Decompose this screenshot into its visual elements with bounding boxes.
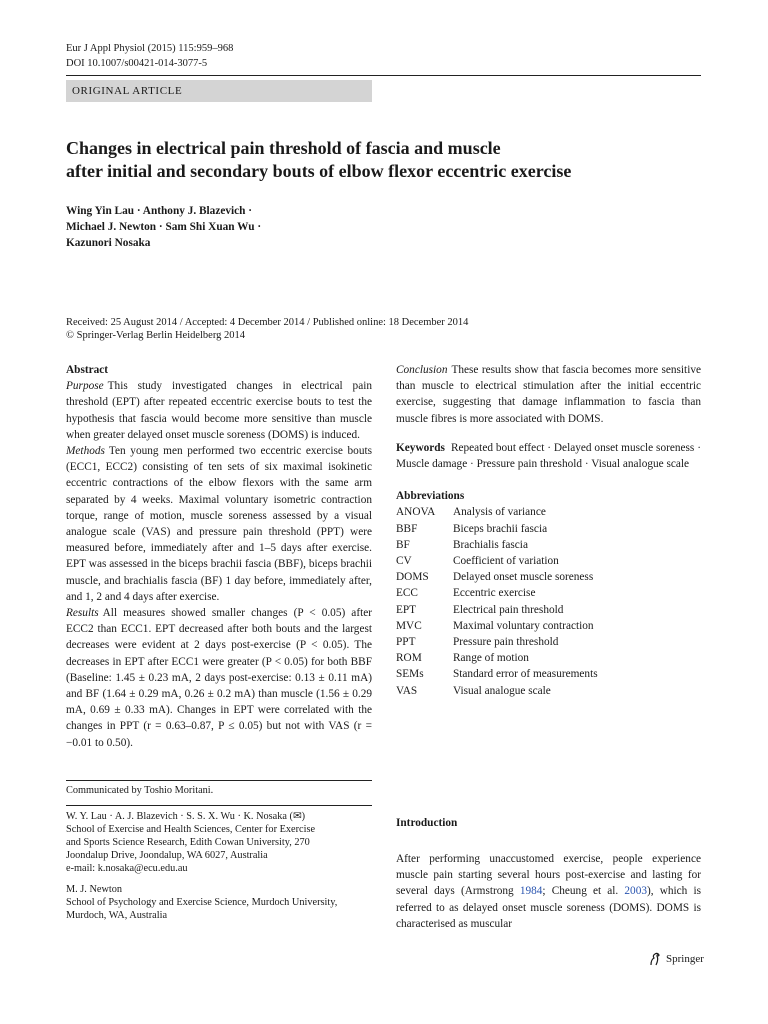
- abbreviations-heading: Abbreviations: [396, 490, 465, 503]
- abbreviation-meaning: Visual analogue scale: [453, 684, 551, 697]
- abbreviation-meaning: Brachialis fascia: [453, 538, 528, 551]
- abbreviation-meaning: Standard error of measurements: [453, 668, 598, 681]
- abstract-right-column: [396, 362, 701, 699]
- abbreviation-term: ECC: [396, 587, 418, 600]
- abbreviation-row: [396, 569, 598, 585]
- intro-text-c: ), which is referred to as delayed onset muscle soreness (DOMS). DOMS is characterised as muscular: [396, 885, 701, 930]
- intro-text-a: After performing unaccustomed exercise, people experience muscle pain starting several hours post-exercise and lasting for several days (Armstrong: [396, 853, 701, 898]
- doi-line: DOI 10.1007/s00421-014-3077-5: [66, 58, 208, 69]
- abbreviation-row: [396, 666, 598, 682]
- conclusion-label: Conclusion: [396, 364, 448, 376]
- abbreviation-row: [396, 537, 598, 553]
- publication-dates: [66, 316, 706, 342]
- purpose-label: Purpose: [66, 380, 104, 393]
- abstract-methods: [66, 443, 372, 605]
- results-label: Results: [66, 607, 99, 620]
- article-type-banner: ORIGINAL ARTICLE: [66, 80, 372, 102]
- abbreviation-row: [396, 618, 598, 634]
- keywords-block: [396, 440, 701, 472]
- abbreviation-term: VAS: [396, 684, 418, 697]
- abbreviation-term: EPT: [396, 603, 417, 616]
- abbreviation-meaning: Eccentric exercise: [453, 587, 536, 600]
- title-line-2: after initial and secondary bouts of elbow flexor eccentric exercise: [66, 161, 572, 181]
- authors-line-1: Wing Yin Lau · Anthony J. Blazevich ·: [66, 205, 253, 217]
- communicated-by: Communicated by Toshio Moritani.: [66, 785, 214, 796]
- copyright-line: © Springer-Verlag Berlin Heidelberg 2014: [66, 330, 246, 341]
- abbreviation-term: DOMS: [396, 571, 429, 584]
- methods-text: Ten young men performed two eccentric exercise bouts (ECC1, ECC2) consisting of ten sets of six maximal isokinetic eccentric contractions of the elbow flexors with the same arm separated by 4 weeks. Maximal voluntary isometric contraction torque, range of motion, muscle soreness assessed by a visual analogue scale (VAS) and pressure pain threshold (PPT) were measured before, immediately after and 1–5 days after exercise. EPT was assessed in the biceps brachii fascia (BBF), biceps brachii muscle, and brachialis fascia (BF) 1 day before, immediately after, and 1, 2 and 4 days after exercise.: [66, 445, 372, 603]
- affil-1-line-3: and Sports Science Research, Edith Cowan University, 270: [66, 837, 310, 848]
- abbreviation-meaning: Delayed onset muscle soreness: [453, 571, 594, 584]
- methods-label: Methods: [66, 445, 105, 458]
- springer-horse-icon: [648, 952, 662, 966]
- abbreviation-term: SEMs: [396, 668, 424, 681]
- abbreviation-term: PPT: [396, 636, 416, 649]
- abbreviation-row: [396, 585, 598, 601]
- affiliations: [66, 810, 372, 922]
- abbreviation-term: ROM: [396, 652, 422, 665]
- introduction-heading: Introduction: [396, 817, 458, 829]
- dates-line: Received: 25 August 2014 / Accepted: 4 December 2014 / Published online: 18 December 2014: [66, 317, 469, 328]
- author-list: [66, 203, 366, 251]
- affil-2-line-3: Murdoch, WA, Australia: [66, 910, 168, 921]
- abstract-results: [66, 605, 372, 751]
- abbreviation-term: CV: [396, 555, 412, 568]
- publisher-name: Springer: [666, 953, 704, 965]
- citation-link-2003[interactable]: 2003: [624, 885, 647, 898]
- abbreviation-row: [396, 650, 598, 666]
- affil-1-email[interactable]: e-mail: k.nosaka@ecu.edu.au: [66, 863, 188, 874]
- authors-line-3: Kazunori Nosaka: [66, 237, 151, 249]
- publisher-footer: [648, 951, 704, 967]
- introduction-text: [396, 851, 701, 932]
- affil-1-line-2: School of Exercise and Health Sciences, Center for Exercise: [66, 824, 316, 835]
- header-rule: [66, 75, 701, 76]
- authors-line-2: Michael J. Newton · Sam Shi Xuan Wu ·: [66, 221, 262, 233]
- footnote-rule: [66, 780, 372, 781]
- abbreviation-meaning: Range of motion: [453, 652, 529, 665]
- abbreviation-meaning: Analysis of variance: [453, 506, 546, 519]
- abbreviation-meaning: Coefficient of variation: [453, 555, 559, 568]
- abbreviation-meaning: Biceps brachii fascia: [453, 522, 548, 535]
- abbreviation-row: [396, 683, 598, 699]
- abbreviation-row: [396, 553, 598, 569]
- affil-2-line-2: School of Psychology and Exercise Science, Murdoch University,: [66, 897, 338, 908]
- abbreviation-row: [396, 521, 598, 537]
- abstract-left-column: [66, 362, 372, 751]
- abbreviation-term: ANOVA: [396, 506, 436, 519]
- journal-citation: [66, 41, 233, 71]
- results-text: All measures showed smaller changes (P < 0.05) after ECC2 than ECC1. EPT decreased after both bouts and the largest decreases were evident at 2 days post-exercise (P < 0.05). The decreases in EPT after ECC1 were greater (P < 0.05) for both BBF (Baseline: 1.45 ± 0.23 mA, 2 days post-exercise: 0.13 ± 0.11 mA) and BF (1.64 ± 0.29 mA, 0.26 ± 0.2 mA) than muscle (1.56 ± 0.29 mA, 0.69 ± 0.33 mA). Changes in EPT were correlated with the changes in PPT (r = 0.63–0.87, P ≤ 0.05) but not with VAS (r = −0.01 to 0.50).: [66, 607, 372, 749]
- abbreviations-table: [396, 504, 598, 698]
- affiliation-rule: [66, 805, 372, 806]
- intro-text-b: ; Cheung et al.: [542, 885, 625, 898]
- title-line-1: Changes in electrical pain threshold of fascia and muscle: [66, 138, 501, 158]
- affil-2-name: M. J. Newton: [66, 884, 123, 895]
- abstract-heading: Abstract: [66, 364, 109, 376]
- affil-1-names: W. Y. Lau · A. J. Blazevich · S. S. X. Wu · K. Nosaka (✉): [66, 811, 306, 822]
- purpose-text: This study investigated changes in electrical pain threshold (EPT) after repeated eccentric exercise bouts to test the hypothesis that fascia would become more sensitive than muscle when greater delayed onset muscle soreness (DOMS) is induced.: [66, 380, 372, 441]
- keywords-label: Keywords: [396, 441, 445, 454]
- abbreviation-term: BF: [396, 538, 410, 551]
- conclusion-text: These results show that fascia becomes more sensitive than muscle to electrical stimulation after the initial eccentric exercise, suggesting that damage inflammation to fascia than muscle fibres is more associated with DOMS.: [396, 364, 701, 425]
- article-title: [66, 137, 706, 183]
- abbreviation-row: [396, 634, 598, 650]
- abstract-purpose: [66, 378, 372, 443]
- abbreviation-row: [396, 602, 598, 618]
- abbreviation-meaning: Maximal voluntary contraction: [453, 619, 594, 632]
- citation-link-1984[interactable]: 1984: [519, 885, 543, 898]
- abbreviation-term: BBF: [396, 522, 418, 535]
- journal-line: Eur J Appl Physiol (2015) 115:959–968: [66, 43, 234, 54]
- abbreviation-row: [396, 504, 598, 520]
- affil-1-line-4: Joondalup Drive, Joondalup, WA 6027, Australia: [66, 850, 268, 861]
- keywords-text: Repeated bout effect · Delayed onset muscle soreness · Muscle damage · Pressure pain threshold · Visual analogue scale: [396, 441, 701, 471]
- abbreviation-meaning: Pressure pain threshold: [453, 636, 559, 649]
- abbreviation-meaning: Electrical pain threshold: [453, 603, 564, 616]
- abstract-conclusion: [396, 362, 701, 427]
- abbreviation-term: MVC: [396, 619, 422, 632]
